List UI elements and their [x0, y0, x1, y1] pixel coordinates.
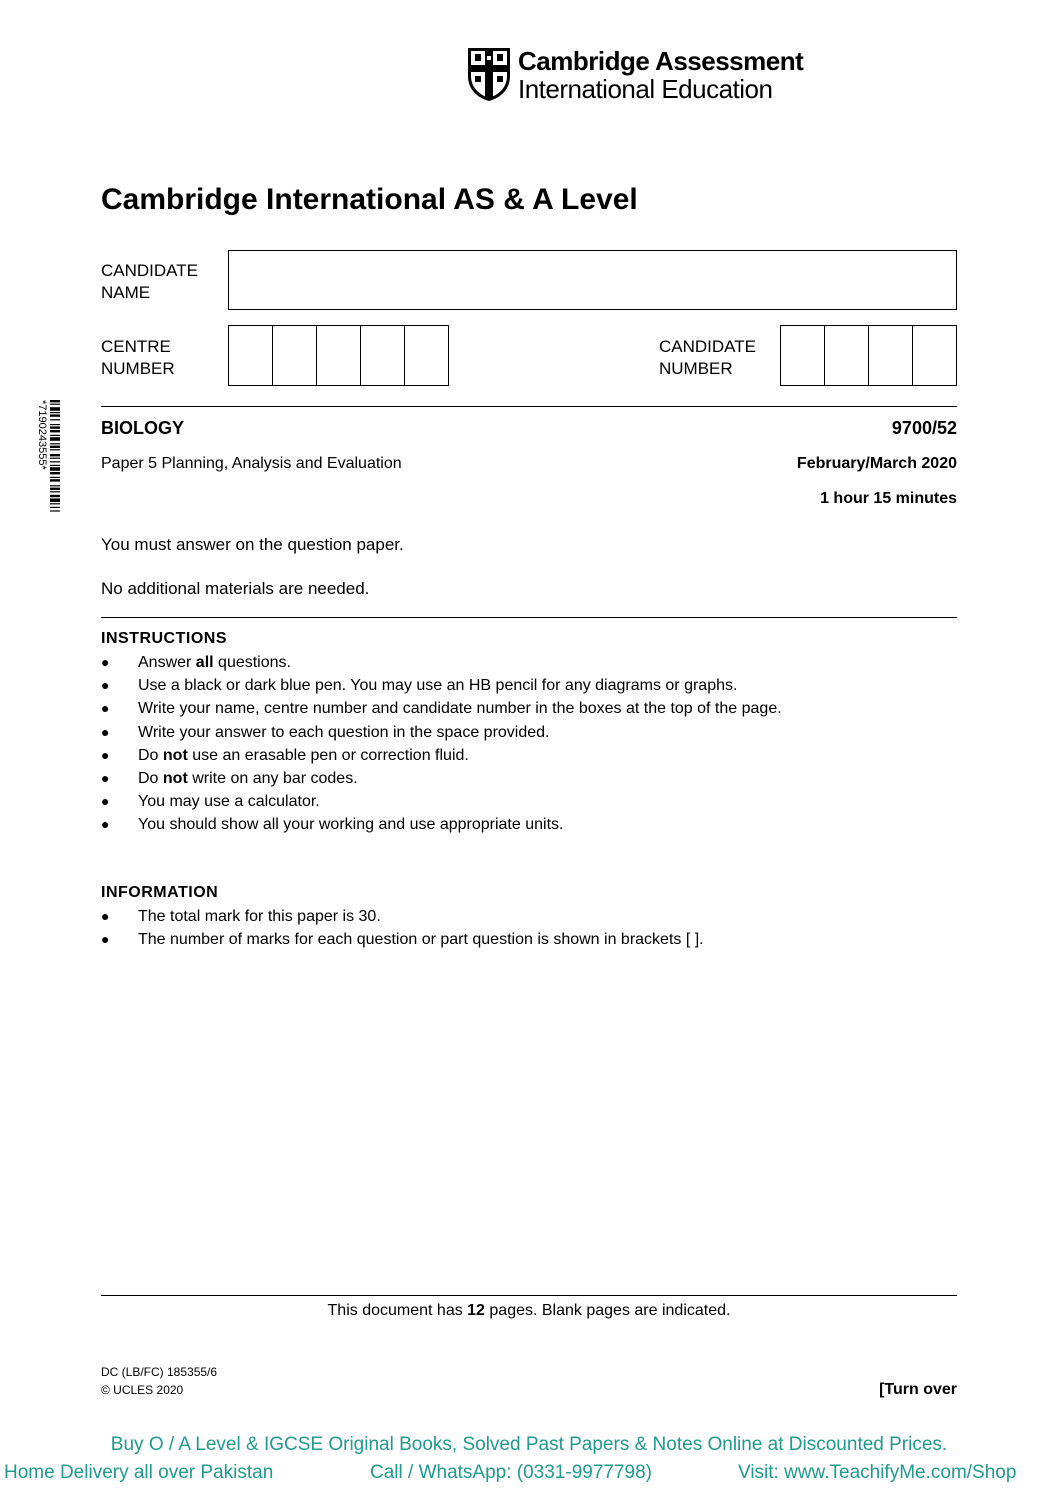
- barcode-bar: [50, 510, 60, 511]
- list-item: ● The number of marks for each question or part question is shown in brackets [ ].: [101, 928, 704, 951]
- cambridge-logo: [466, 46, 804, 104]
- divider: [101, 1295, 957, 1296]
- centre-digit-box[interactable]: [361, 326, 405, 385]
- bullet-icon: ●: [101, 793, 110, 810]
- candidate-digit-box[interactable]: [869, 326, 913, 385]
- document-reference: DC (LB/FC) 185355/6: [101, 1365, 218, 1379]
- barcode-icon: [36, 398, 60, 602]
- barcode-bar: [50, 503, 60, 504]
- bullet-icon: ●: [101, 677, 110, 694]
- instructions-heading: INSTRUCTIONS: [101, 630, 227, 647]
- paper-title: Paper 5 Planning, Analysis and Evaluation: [101, 455, 402, 472]
- candidate-number-label: CANDIDATE NUMBER: [659, 337, 756, 378]
- centre-number-label: CENTRE NUMBER: [101, 337, 175, 378]
- materials-note: No additional materials are needed.: [101, 579, 370, 598]
- candidate-digit-box[interactable]: [825, 326, 869, 385]
- barcode-bar: [50, 507, 60, 508]
- crest-icon: [466, 46, 512, 102]
- exam-session: February/March 2020: [796, 455, 957, 472]
- barcode-bar: [50, 414, 60, 416]
- information-heading: INFORMATION: [101, 884, 219, 901]
- bullet-icon: ●: [101, 816, 110, 833]
- barcode-bar: [50, 491, 60, 492]
- list-item: ● Write your answer to each question in the space provided.: [101, 721, 782, 744]
- barcode-bar: [50, 412, 60, 413]
- turn-over-label: [Turn over: [879, 1381, 957, 1398]
- bullet-icon: ●: [101, 654, 110, 670]
- advert-contact: Call / WhatsApp: (0331-9977798): [370, 1462, 652, 1483]
- candidate-name-field[interactable]: [228, 250, 957, 310]
- barcode-bar: [50, 424, 60, 425]
- instructions-list: [101, 651, 782, 837]
- barcode-bar: [50, 465, 60, 466]
- barcode-bar: [50, 419, 60, 420]
- bullet-icon: ●: [101, 700, 110, 717]
- list-item: ● Use a black or dark blue pen. You may use an HB pencil for any diagrams or graphs.: [101, 674, 782, 697]
- barcode-bar: [50, 430, 60, 432]
- qualification-title: Cambridge International AS & A Level: [101, 183, 638, 216]
- copyright-notice: © UCLES 2020: [101, 1383, 184, 1397]
- centre-digit-box[interactable]: [317, 326, 361, 385]
- centre-digit-box[interactable]: [405, 326, 448, 385]
- barcode-bar: [50, 446, 60, 448]
- barcode-bar: [50, 435, 60, 436]
- barcode-bar: [50, 449, 60, 450]
- advert-delivery: Home Delivery all over Pakistan: [4, 1462, 274, 1483]
- barcode-bar: [50, 467, 60, 471]
- advert-website-link[interactable]: Visit: www.TeachifyMe.com/Shop: [738, 1462, 1017, 1483]
- candidate-name-label: CANDIDATE NAME: [101, 261, 198, 302]
- barcode-bar: [50, 400, 60, 402]
- org-name-line2: International Education: [518, 74, 773, 104]
- list-item: ● You may use a calculator.: [101, 790, 782, 813]
- barcode-bar: [50, 404, 60, 405]
- bullet-icon: ●: [101, 746, 110, 763]
- candidate-number-field[interactable]: [780, 325, 957, 386]
- barcode-bar: [50, 454, 60, 456]
- org-name-line1: Cambridge Assessment: [518, 46, 804, 76]
- barcode-bar: [50, 443, 60, 444]
- centre-number-field[interactable]: [228, 325, 449, 386]
- information-list: [101, 905, 704, 951]
- list-item: ● Answer all questions.: [101, 651, 782, 674]
- divider: [101, 406, 957, 407]
- list-item: ● Write your name, centre number and candidate number in the boxes at the top of the page.: [101, 697, 782, 720]
- centre-digit-box[interactable]: [229, 326, 273, 385]
- barcode-bar: [50, 498, 60, 502]
- list-item: ● You should show all your working and use appropriate units.: [101, 813, 782, 836]
- bullet-icon: ●: [101, 769, 110, 786]
- list-item: ● Do not use an erasable pen or correction fluid.: [101, 744, 782, 767]
- barcode-bar: [50, 488, 60, 490]
- answer-note: You must answer on the question paper.: [101, 535, 404, 554]
- subject-title: BIOLOGY: [101, 418, 185, 438]
- barcode-bar: [50, 437, 60, 441]
- list-item: ● Do not write on any bar codes.: [101, 767, 782, 790]
- list-item: ● The total mark for this paper is 30.: [101, 905, 704, 928]
- barcode-bar: [50, 479, 60, 481]
- centre-digit-box[interactable]: [273, 326, 317, 385]
- barcode-bar: [50, 407, 60, 411]
- advert-banner: Buy O / A Level & IGCSE Original Books, Solved Past Papers & Notes Online at Discounted Prices.: [110, 1434, 948, 1455]
- barcode-bar: [50, 485, 60, 486]
- barcode-bar: [50, 472, 60, 474]
- barcode-bar: [50, 495, 60, 497]
- paper-code: 9700/52: [891, 418, 957, 438]
- barcode-number: *7190243555*: [36, 400, 48, 470]
- barcode-bar: [50, 458, 60, 459]
- candidate-digit-box[interactable]: [781, 326, 825, 385]
- bullet-icon: ●: [101, 931, 110, 948]
- candidate-digit-box[interactable]: [913, 326, 956, 385]
- barcode-bar: [50, 426, 60, 428]
- bullet-icon: ●: [101, 908, 110, 924]
- page-count-note: This document has 12 pages. Blank pages are indicated.: [327, 1302, 731, 1319]
- barcode-bar: [50, 477, 60, 478]
- bullet-icon: ●: [101, 723, 110, 740]
- barcode-bar: [50, 461, 60, 462]
- divider: [101, 617, 957, 618]
- exam-duration: 1 hour 15 minutes: [820, 490, 957, 507]
